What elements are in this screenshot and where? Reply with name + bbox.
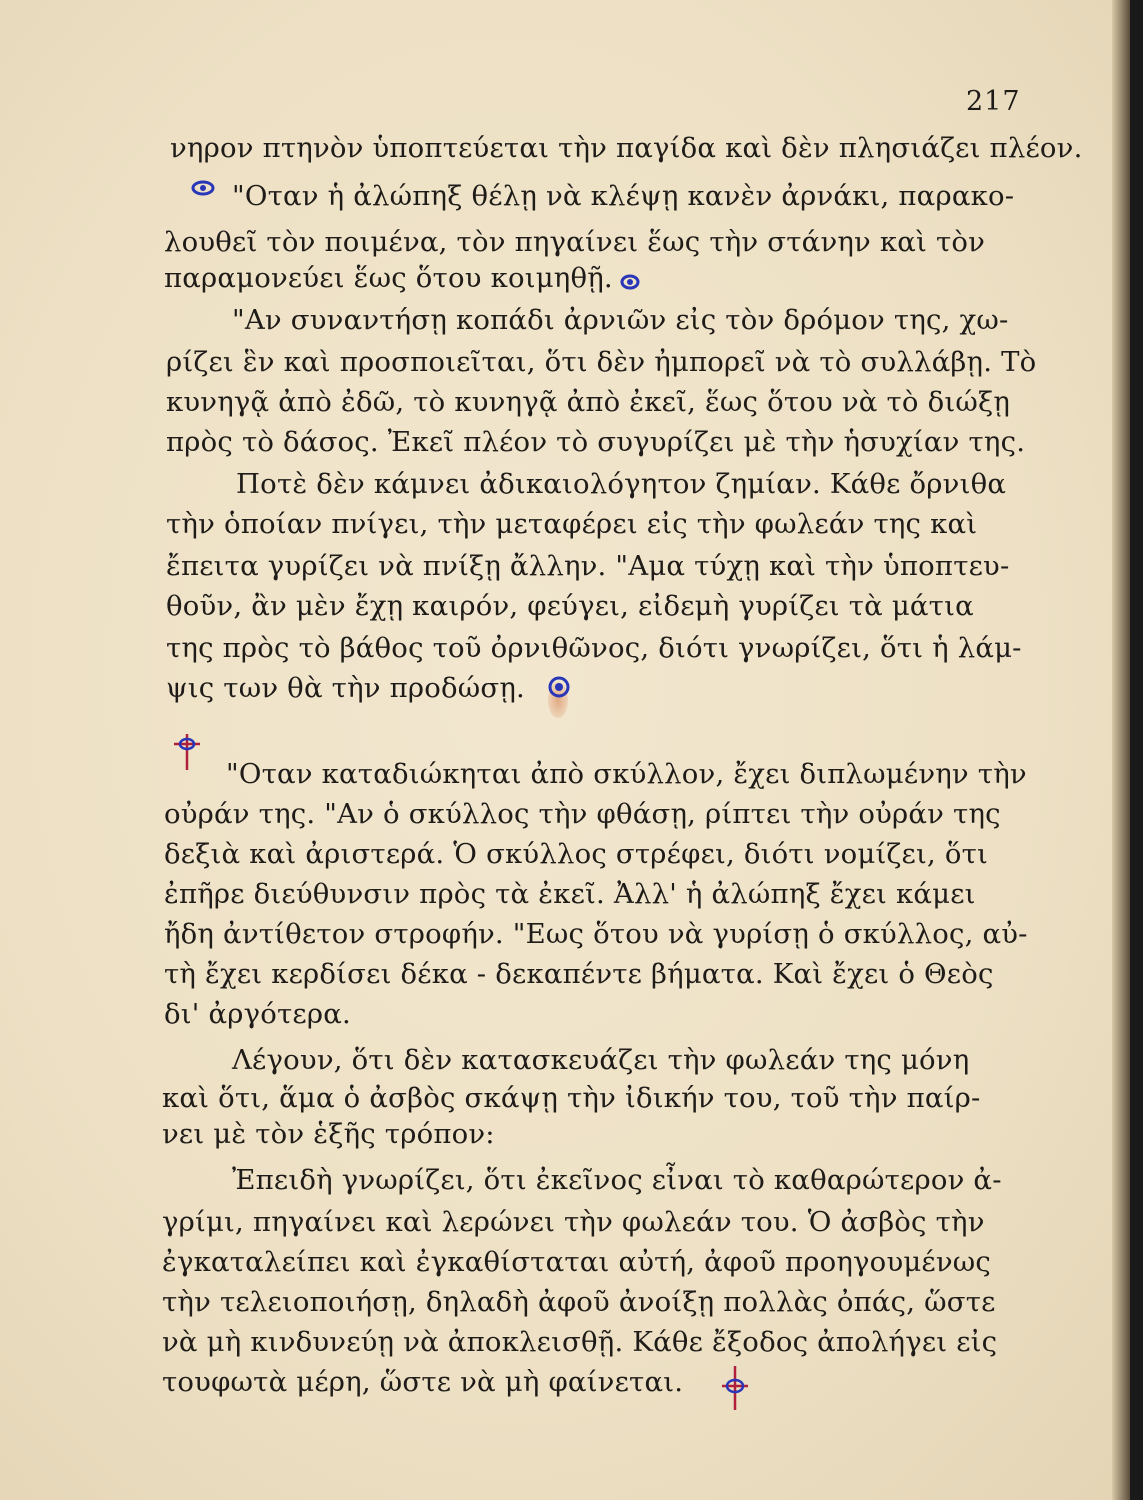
- page-number: 217: [966, 86, 1021, 117]
- text-line-26: γρίμι, πηγαίνει καὶ λερώνει τὴν φωλεάν του. Ὁ ἀσβὸς τὴν: [162, 1206, 985, 1238]
- crosshair-mark-icon: [172, 732, 202, 772]
- crosshair-mark-icon: [720, 1364, 750, 1412]
- text-line-10: τὴν ὁποίαν πνίγει, τὴν μεταφέρει εἰς τὴν φωλεάν της καὶ: [166, 508, 978, 540]
- pencil-mark-icon: [190, 178, 216, 198]
- text-line-4: παραμονεύει ἕως ὅτου κοιμηθῇ.: [164, 262, 613, 294]
- text-line-23: καὶ ὅτι, ἅμα ὁ ἀσβὸς σκάψῃ τὴν ἰδικήν του, τοῦ τὴν παίρ-: [162, 1082, 981, 1114]
- text-line-5: "Αν συναντήσῃ κοπάδι ἀρνιῶν εἰς τὸν δρόμον της, χω-: [232, 304, 1009, 336]
- text-line-13: της πρὸς τὸ βάθος τοῦ ὀρνιθῶνος, διότι γνωρίζει, ὅτι ἡ λάμ-: [166, 632, 1022, 664]
- pencil-mark-icon: [546, 674, 572, 700]
- text-line-2: "Οταν ἡ ἀλώπηξ θέλῃ νὰ κλέψῃ κανὲν ἀρνάκι, παρακο-: [232, 180, 1015, 212]
- pencil-mark-icon: [618, 272, 642, 292]
- text-line-17: δεξιὰ καὶ ἀριστερά. Ὁ σκύλλος στρέφει, διότι νομίζει, ὅτι: [164, 838, 989, 870]
- text-line-22: Λέγουν, ὅτι δὲν κατασκευάζει τὴν φωλεάν της μόνη: [232, 1044, 970, 1076]
- text-line-28: τὴν τελειοποιήσῃ, δηλαδὴ ἀφοῦ ἀνοίξῃ πολλὰς ὀπάς, ὥστε: [162, 1286, 996, 1318]
- text-line-14: ψις των θὰ τὴν προδώσῃ.: [166, 672, 525, 704]
- text-line-16: οὐράν της. "Αν ὁ σκύλλος τὴν φθάσῃ, ρίπτει τὴν οὐράν της: [164, 798, 1001, 830]
- text-line-19: ἤδη ἀντίθετον στροφήν. "Εως ὅτου νὰ γυρίσῃ ὁ σκύλλος, αὐ-: [164, 918, 1028, 950]
- text-line-6: ρίζει ἓν καὶ προσποιεῖται, ὅτι δὲν ἠμπορεῖ νὰ τὸ συλλάβῃ. Τὸ: [166, 346, 1037, 378]
- text-line-21: δι' ἀργότερα.: [164, 998, 351, 1030]
- text-line-15: "Οταν καταδιώκηται ἀπὸ σκύλλον, ἔχει διπλωμένην τὴν: [226, 758, 1027, 790]
- text-line-24: νει μὲ τὸν ἑξῆς τρόπον:: [162, 1118, 495, 1150]
- text-line-11: ἔπειτα γυρίζει νὰ πνίξῃ ἄλλην. "Αμα τύχῃ καὶ τὴν ὑποπτευ-: [166, 550, 1010, 582]
- text-line-20: τὴ ἔχει κερδίσει δέκα - δεκαπέντε βήματα. Καὶ ἔχει ὁ Θεὸς: [164, 958, 994, 990]
- text-line-3: λουθεῖ τὸν ποιμένα, τὸν πηγαίνει ἕως τὴν στάνην καὶ τὸν: [164, 226, 986, 258]
- text-line-8: πρὸς τὸ δάσος. Ἐκεῖ πλέον τὸ συγυρίζει μὲ τὴν ἡσυχίαν της.: [166, 426, 1026, 458]
- text-line-1: νηρον πτηνὸν ὑποπτεύεται τὴν παγίδα καὶ δὲν πλησιάζει πλέον.: [170, 132, 1083, 164]
- text-line-29: νὰ μὴ κινδυνεύῃ νὰ ἀποκλεισθῇ. Κάθε ἔξοδος ἀπολήγει εἰς: [162, 1326, 998, 1358]
- text-line-27: ἐγκαταλείπει καὶ ἐγκαθίσταται αὐτή, ἀφοῦ προηγουμένως: [162, 1246, 992, 1278]
- text-line-30: τουφωτὰ μέρη, ὥστε νὰ μὴ φαίνεται.: [162, 1366, 684, 1398]
- text-line-18: ἐπῆρε διεύθυνσιν πρὸς τὰ ἐκεῖ. Ἀλλ' ἡ ἀλώπηξ ἔχει κάμει: [164, 878, 976, 910]
- text-line-9: Ποτὲ δὲν κάμνει ἀδικαιολόγητον ζημίαν. Κάθε ὄρνιθα: [236, 468, 1007, 500]
- text-line-25: Ἐπειδὴ γνωρίζει, ὅτι ἐκεῖνος εἶναι τὸ καθαρώτερον ἀ-: [232, 1164, 1002, 1196]
- text-line-12: θοῦν, ἂν μὲν ἔχῃ καιρόν, φεύγει, εἰδεμὴ γυρίζει τὰ μάτια: [166, 590, 974, 622]
- text-line-7: κυνηγᾷ ἀπὸ ἐδῶ, τὸ κυνηγᾷ ἀπὸ ἐκεῖ, ἕως ὅτου νὰ τὸ διώξῃ: [166, 386, 1011, 418]
- book-spine-shadow: [1112, 0, 1130, 1500]
